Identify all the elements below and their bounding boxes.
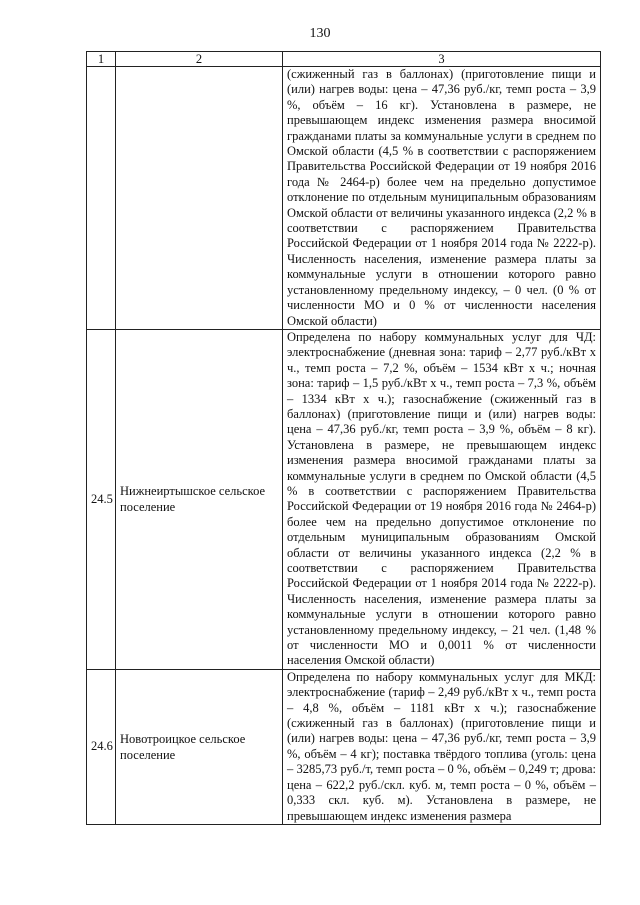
column-header-3: 3 [283, 52, 601, 67]
row-number: 24.5 [87, 329, 116, 669]
document-table [86, 51, 601, 825]
table-row [87, 67, 601, 330]
table-row [87, 669, 601, 824]
row-description: Определена по набору коммунальных услуг для ЧД: электроснабжение (дневная зона: тариф – 2,77 руб./кВт х ч., темп роста – 7,2 %, объём – 1534 кВт х ч.; ночная зона: тариф – 1,5 руб./кВт х ч., темп роста – 7,3 %, объём – 1334 кВт х ч.); газоснабжение (сжиженный газ в баллонах) (приготовление пищи и (или) нагрев воды: цена – 47,36 руб./кг, темп роста – 3,9 %, объём – 8 кг). Установлена в размере, не превышающем индекс изменения размера вносимой гражданами платы за коммунальные услуги в среднем по Омской области (4,5 % в соответствии с распоряжением Правительства Российской Федерации от 19 ноября 2016 года № 2464-р) более чем на предельно допустимое отклонение по отдельным муниципальным образованиям Омской области от величины указанного индекса (2,2 % в соответствии с распоряжением Правительства Российской Федерации от 1 ноября 2014 года № 2222-р). Численность населения, изменение размера платы за коммунальные услуги в отношении которого равно установленному предельному индексу, – 21 чел. (1,48 % от численности МО и 0,0011 % от численности населения Омской области) [283, 329, 601, 669]
row-number: 24.6 [87, 669, 116, 824]
page-number: 130 [309, 26, 331, 41]
table-header-row [87, 52, 601, 67]
row-description: (сжиженный газ в баллонах) (приготовление пищи и (или) нагрев воды: цена – 47,36 руб./кг, темп роста – 3,9 %, объём – 16 кг). Установлена в размере, не превышающем индекс изменения размера вносимой гражданами платы за коммунальные услуги в среднем по Омской области (4,5 % в соответствии с распоряжением Правительства Российской Федерации от 19 ноября 2016 года № 2464-р) более чем на предельно допустимое отклонение по отдельным муниципальным образованиям Омской области от величины указанного индекса (2,2 % в соответствии с распоряжением Правительства Российской Федерации от 1 ноября 2014 года № 2222-р). Численность населения, изменение размера платы за коммунальные услуги в отношении которого равно установленному предельному индексу, – 0 чел. (0 % от численности МО и 0 % от численности населения Омской области) [283, 67, 601, 330]
municipality-name [116, 67, 283, 330]
row-description: Определена по набору коммунальных услуг для МКД: электроснабжение (тариф – 2,49 руб./кВт х ч., темп роста – 4,8 %, объём – 1181 кВт х ч.); газоснабжение (сжиженный газ в баллонах) (приготовление пищи и (или) нагрев воды: цена – 47,36 руб./кг, темп роста – 3,9 %, объём – 4 кг); поставка твёрдого топлива (уголь: цена – 3285,73 руб./т, темп роста – 0 %, объём – 0,249 т; дрова: цена – 622,2 руб./скл. куб. м, темп роста – 0 %, объём – 0,333 скл. куб. м). Установлена в размере, не превышающем индекс изменения размера [283, 669, 601, 824]
column-header-1: 1 [87, 52, 116, 67]
table-row [87, 329, 601, 669]
municipality-name: Нижнеиртышское сельское поселение [116, 329, 283, 669]
column-header-2: 2 [116, 52, 283, 67]
municipality-name: Новотроицкое сельское поселение [116, 669, 283, 824]
row-number [87, 67, 116, 330]
